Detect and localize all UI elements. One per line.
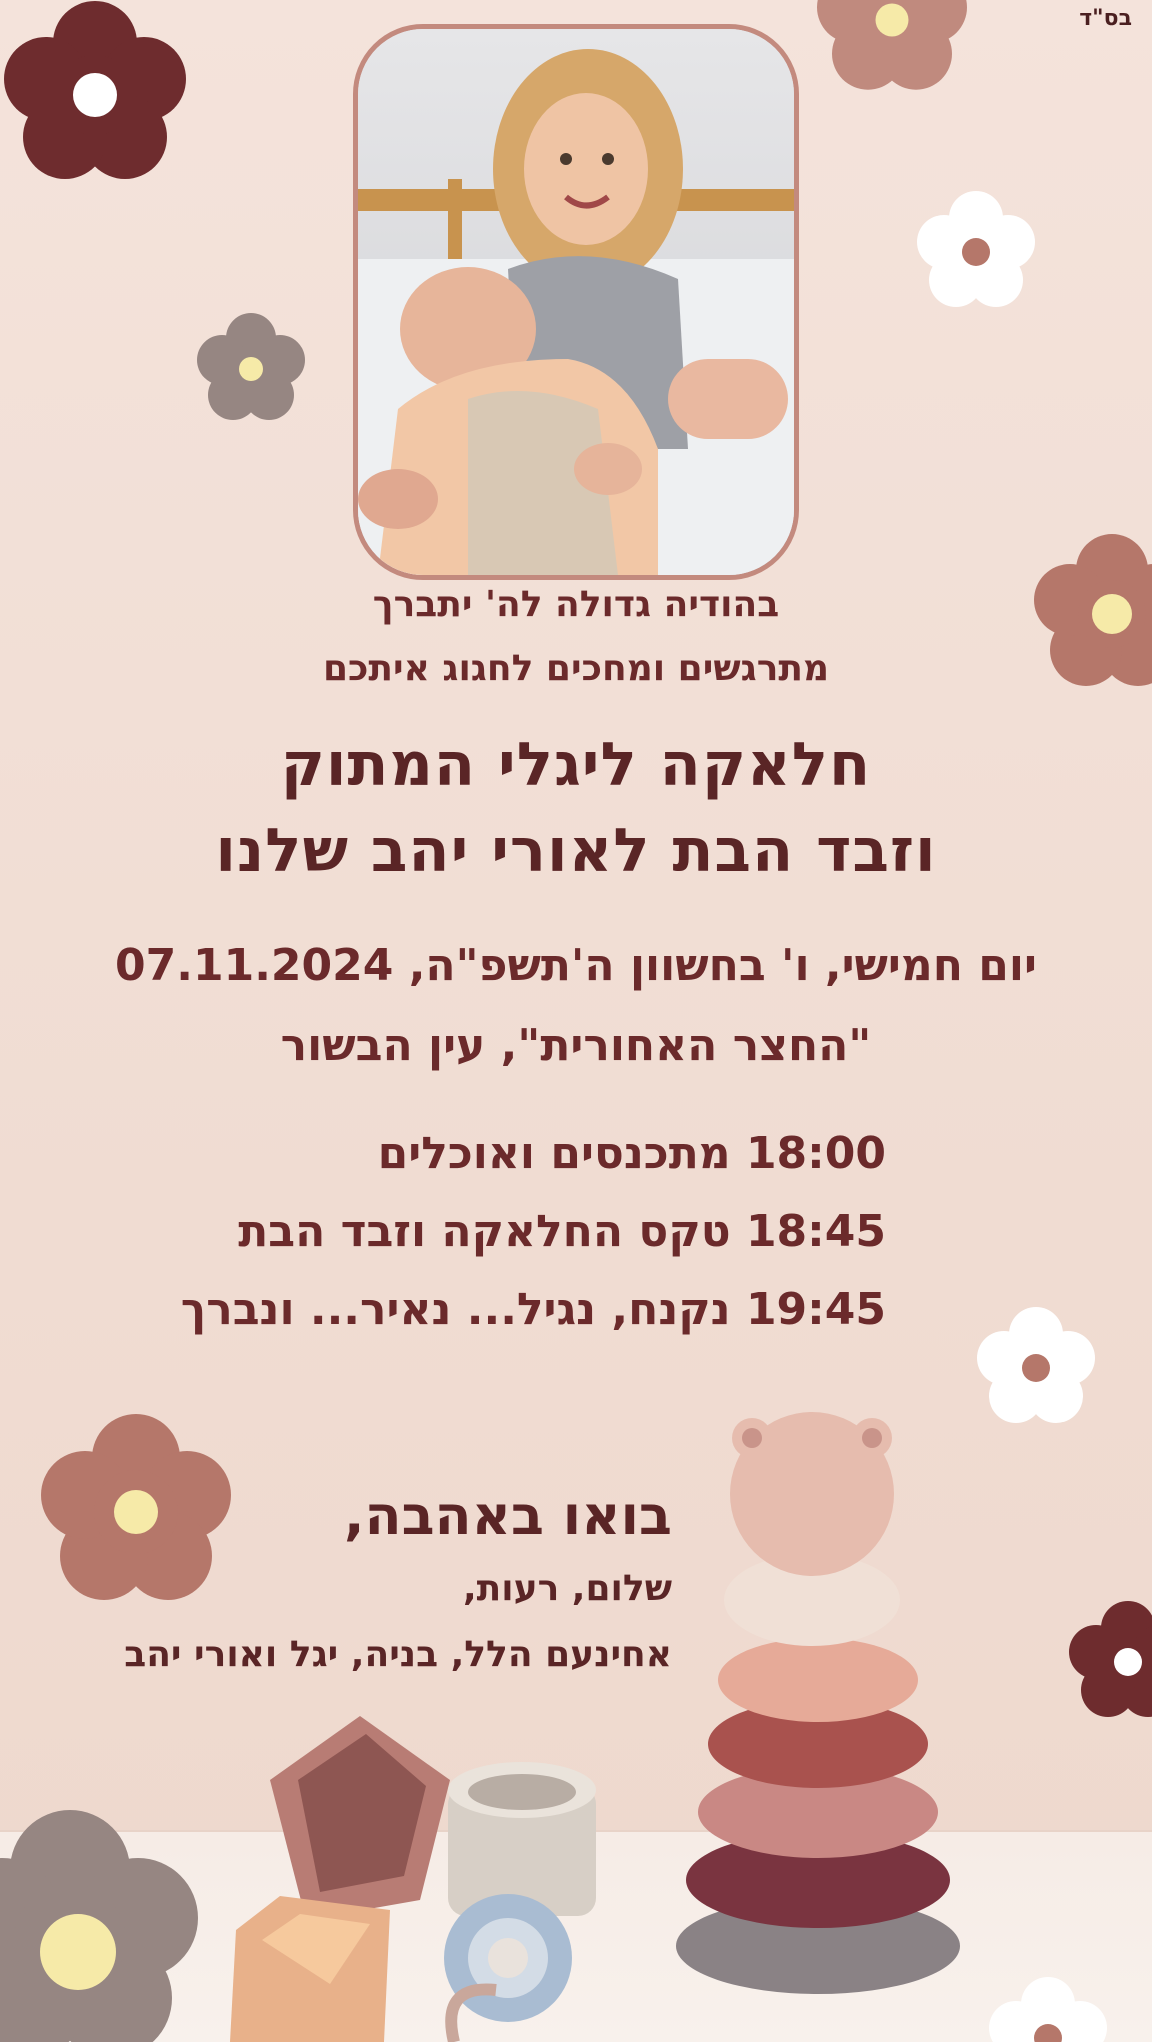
flower-white-right-icon (912, 188, 1040, 316)
schedule-item (181, 1284, 886, 1335)
title-line-2: וזבד הבת לאורי יהב שלנו (215, 816, 937, 886)
flower-mid-top-icon (772, 0, 1012, 110)
blessing-line-1: בהודיה גדולה לה' יתברך (372, 584, 780, 625)
bsd-mark: בס"ד (1079, 6, 1132, 31)
welcome-line-1: בואו באהבה, (343, 1484, 672, 1547)
flower-white-bottom-right-icon (984, 1974, 1112, 2042)
schedule-item (238, 1206, 886, 1257)
flower-gray-bottom-left-icon (0, 1810, 220, 2042)
flower-dark-right-bottom-icon (1064, 1598, 1152, 1726)
schedule-text: מתכנסים ואוכלים (377, 1128, 731, 1179)
flower-dark-top-left-icon (0, 0, 190, 190)
welcome-line-3: אחינעם הלל, בניה, יגל ואורי יהב (124, 1634, 672, 1675)
schedule-item (378, 1128, 886, 1179)
schedule-time: 19:45 (745, 1284, 886, 1335)
welcome-line-2: שלום, רעות, (463, 1568, 672, 1609)
flower-gray-left-icon (192, 310, 310, 428)
blessing-line-2: מתרגשים ומחכים לחגוג איתכם (322, 648, 830, 689)
schedule-time: 18:45 (745, 1206, 886, 1257)
event-date: יום חמישי, ו' בחשוון ה'תשפ"ה, 07.11.2024 (115, 940, 1037, 991)
flower-white-mid-right-icon (972, 1304, 1100, 1432)
schedule-time: 18:00 (745, 1128, 886, 1179)
title-line-1: חלאקה ליגלי המתוק (280, 730, 872, 800)
family-photo (353, 24, 799, 580)
event-location: "החצר האחורית", עין הבשור (280, 1020, 872, 1071)
flower-mid-left-bottom-icon (38, 1414, 234, 1610)
schedule-text: טקס החלאקה וזבד הבת (238, 1206, 731, 1257)
schedule-text: נקנח, נגיל... נאיר... ונברך (180, 1284, 731, 1335)
